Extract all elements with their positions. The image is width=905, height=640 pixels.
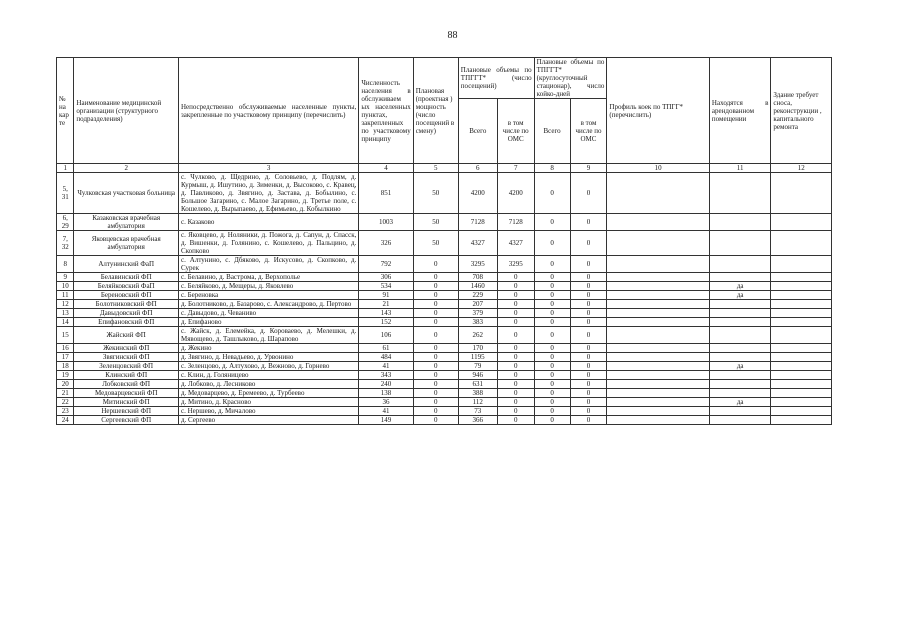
repair-cell <box>771 214 832 231</box>
bed-profile-cell <box>607 231 710 256</box>
visits-total-cell: 366 <box>458 416 497 425</box>
visits-total-cell: 1195 <box>458 353 497 362</box>
header-capacity: Плановая (проектная ) мощность (число посещений в смену) <box>413 58 458 164</box>
population-cell: 484 <box>359 353 413 362</box>
visits-oms-cell: 0 <box>497 273 534 282</box>
population-cell: 326 <box>359 231 413 256</box>
table-row <box>57 344 832 353</box>
row-number-cell: 18 <box>57 362 74 371</box>
population-cell: 138 <box>359 389 413 398</box>
repair-cell <box>771 380 832 389</box>
bed-profile-cell <box>607 380 710 389</box>
beds-oms-cell: 0 <box>570 344 607 353</box>
population-cell: 792 <box>359 256 413 273</box>
beds-total-cell: 0 <box>534 291 570 300</box>
org-name-cell: Лобковский ФП <box>74 380 179 389</box>
rented-cell <box>709 231 771 256</box>
visits-total-cell: 388 <box>458 389 497 398</box>
bed-profile-cell <box>607 389 710 398</box>
capacity-cell: 0 <box>413 362 458 371</box>
visits-oms-cell: 0 <box>497 300 534 309</box>
org-name-cell: Нершевский ФП <box>74 407 179 416</box>
beds-oms-cell: 0 <box>570 327 607 344</box>
bed-profile-cell <box>607 309 710 318</box>
capacity-cell: 0 <box>413 380 458 389</box>
rented-cell <box>709 256 771 273</box>
beds-total-cell: 0 <box>534 231 570 256</box>
column-number: 8 <box>534 164 570 173</box>
visits-total-cell: 4200 <box>458 173 497 214</box>
repair-cell <box>771 273 832 282</box>
rented-cell: да <box>709 282 771 291</box>
capacity-cell: 0 <box>413 300 458 309</box>
column-number: 7 <box>497 164 534 173</box>
settlements-cell: д. Болотниково, д. Базарово, с. Александрово, д. Пертово <box>178 300 358 309</box>
header-population: Численность населения в обслуживаем ых населенных пунктах, закрепленных по участковому принципу <box>359 58 413 164</box>
row-number-cell: 9 <box>57 273 74 282</box>
capacity-cell: 0 <box>413 256 458 273</box>
population-cell: 41 <box>359 407 413 416</box>
column-number: 5 <box>413 164 458 173</box>
repair-cell <box>771 353 832 362</box>
visits-oms-cell: 0 <box>497 353 534 362</box>
page-number: 88 <box>447 30 458 41</box>
settlements-cell: с. Зеленцово, д. Алтухово, д. Вежново, д. Горнево <box>178 362 358 371</box>
beds-oms-cell: 0 <box>570 318 607 327</box>
capacity-cell: 0 <box>413 371 458 380</box>
rented-cell <box>709 318 771 327</box>
header-beds-total: Всего <box>534 99 570 164</box>
repair-cell <box>771 327 832 344</box>
column-number-row <box>57 164 832 173</box>
bed-profile-cell <box>607 214 710 231</box>
repair-cell <box>771 291 832 300</box>
visits-oms-cell: 4200 <box>497 173 534 214</box>
repair-cell <box>771 389 832 398</box>
column-number: 2 <box>74 164 179 173</box>
settlements-cell: с. Чулково, д. Щедрино, д. Соловьево, д. Подлям, д. Курмыш, д. Ишутино, д. Зименки, д. Высоково, с. Кравец, д. Павликово, д. Звягино, д. Застава, д. Бобылино, с. Большое Загарино, с. Малое Загарино, д. Третье поле, с. Кошелево, д. Вырыпаево, д. Ефимьево, д. Кобылкино <box>178 173 358 214</box>
population-cell: 149 <box>359 416 413 425</box>
table-body <box>57 173 832 425</box>
population-cell: 36 <box>359 398 413 407</box>
settlements-cell: с. Жайск, д. Елемейка, д. Короваево, д. Мелешки, д. Мявощево, д. Ташлыково, д. Шарапово <box>178 327 358 344</box>
table-row <box>57 389 832 398</box>
repair-cell <box>771 282 832 291</box>
capacity-cell: 0 <box>413 416 458 425</box>
beds-oms-cell: 0 <box>570 309 607 318</box>
visits-total-cell: 207 <box>458 300 497 309</box>
beds-total-cell: 0 <box>534 309 570 318</box>
beds-total-cell: 0 <box>534 344 570 353</box>
population-cell: 851 <box>359 173 413 214</box>
visits-total-cell: 73 <box>458 407 497 416</box>
visits-oms-cell: 0 <box>497 380 534 389</box>
column-number: 10 <box>607 164 710 173</box>
row-number-cell: 12 <box>57 300 74 309</box>
visits-total-cell: 1460 <box>458 282 497 291</box>
settlements-cell: с. Нершево, д. Мичалово <box>178 407 358 416</box>
settlements-cell: с. Береновка <box>178 291 358 300</box>
beds-total-cell: 0 <box>534 282 570 291</box>
header-settlements: Непосредственно обслуживаемые населенные пункты, закрепленные по участковому принципу (перечислить) <box>178 58 358 164</box>
table-row <box>57 416 832 425</box>
population-cell: 343 <box>359 371 413 380</box>
org-name-cell: Клинский ФП <box>74 371 179 380</box>
rented-cell: да <box>709 398 771 407</box>
org-name-cell: Беляйковский ФаП <box>74 282 179 291</box>
table-row <box>57 398 832 407</box>
bed-profile-cell <box>607 371 710 380</box>
beds-oms-cell: 0 <box>570 407 607 416</box>
beds-oms-cell: 0 <box>570 173 607 214</box>
column-number: 3 <box>178 164 358 173</box>
column-number: 12 <box>771 164 832 173</box>
visits-oms-cell: 7128 <box>497 214 534 231</box>
table-row <box>57 300 832 309</box>
column-number: 9 <box>570 164 607 173</box>
table-row <box>57 362 832 371</box>
population-cell: 41 <box>359 362 413 371</box>
repair-cell <box>771 362 832 371</box>
visits-oms-cell: 3295 <box>497 256 534 273</box>
repair-cell <box>771 173 832 214</box>
visits-total-cell: 229 <box>458 291 497 300</box>
header-beds-group: Плановые объемы по ТПГГТ* (круглосуточный стационар), число койко-дней <box>534 58 607 99</box>
org-name-cell: Жекинский ФП <box>74 344 179 353</box>
beds-total-cell: 0 <box>534 353 570 362</box>
visits-oms-cell: 0 <box>497 344 534 353</box>
beds-total-cell: 0 <box>534 371 570 380</box>
table-row <box>57 282 832 291</box>
population-cell: 1003 <box>359 214 413 231</box>
bed-profile-cell <box>607 300 710 309</box>
capacity-cell: 50 <box>413 231 458 256</box>
row-number-cell: 7, 32 <box>57 231 74 256</box>
capacity-cell: 0 <box>413 344 458 353</box>
settlements-cell: д. Медоварцево, д. Еремеево, д. Турбеево <box>178 389 358 398</box>
rented-cell <box>709 173 771 214</box>
beds-total-cell: 0 <box>534 327 570 344</box>
capacity-cell: 0 <box>413 398 458 407</box>
repair-cell <box>771 231 832 256</box>
population-cell: 152 <box>359 318 413 327</box>
row-number-cell: 20 <box>57 380 74 389</box>
repair-cell <box>771 371 832 380</box>
visits-oms-cell: 0 <box>497 389 534 398</box>
visits-oms-cell: 0 <box>497 416 534 425</box>
visits-oms-cell: 0 <box>497 282 534 291</box>
settlements-cell: д. Лобково, д. Лесниково <box>178 380 358 389</box>
beds-oms-cell: 0 <box>570 273 607 282</box>
repair-cell <box>771 416 832 425</box>
repair-cell <box>771 300 832 309</box>
row-number-cell: 16 <box>57 344 74 353</box>
header-visits-oms: в том числе по ОМС <box>497 99 534 164</box>
beds-oms-cell: 0 <box>570 398 607 407</box>
capacity-cell: 0 <box>413 353 458 362</box>
header-beds-oms: в том числе по ОМС <box>570 99 607 164</box>
repair-cell <box>771 318 832 327</box>
repair-cell <box>771 398 832 407</box>
table-row <box>57 371 832 380</box>
row-number-cell: 15 <box>57 327 74 344</box>
rented-cell <box>709 389 771 398</box>
population-cell: 143 <box>359 309 413 318</box>
row-number-cell: 14 <box>57 318 74 327</box>
table-row <box>57 380 832 389</box>
visits-oms-cell: 0 <box>497 398 534 407</box>
rented-cell <box>709 353 771 362</box>
capacity-cell: 50 <box>413 173 458 214</box>
settlements-cell: с. Давыдово, д. Чеваниво <box>178 309 358 318</box>
settlements-cell: с. Беляйково, д. Мещеры, д. Яковлево <box>178 282 358 291</box>
repair-cell <box>771 407 832 416</box>
visits-oms-cell: 0 <box>497 407 534 416</box>
visits-total-cell: 4327 <box>458 231 497 256</box>
row-number-cell: 17 <box>57 353 74 362</box>
column-number: 1 <box>57 164 74 173</box>
population-cell: 61 <box>359 344 413 353</box>
capacity-cell: 0 <box>413 389 458 398</box>
table-row <box>57 273 832 282</box>
visits-total-cell: 112 <box>458 398 497 407</box>
capacity-cell: 0 <box>413 291 458 300</box>
org-name-cell: Яковцевская врачебная амбулатория <box>74 231 179 256</box>
population-cell: 240 <box>359 380 413 389</box>
settlements-cell: д. Сергеево <box>178 416 358 425</box>
visits-oms-cell: 4327 <box>497 231 534 256</box>
population-cell: 306 <box>359 273 413 282</box>
visits-oms-cell: 0 <box>497 371 534 380</box>
table-row <box>57 327 832 344</box>
header-row <box>57 58 832 99</box>
rented-cell: да <box>709 362 771 371</box>
capacity-cell: 0 <box>413 309 458 318</box>
settlements-cell: с. Клин, д. Голяницево <box>178 371 358 380</box>
visits-oms-cell: 0 <box>497 318 534 327</box>
beds-oms-cell: 0 <box>570 214 607 231</box>
settlements-cell: с. Яковцево, д. Ноляники, д. Пожога, д. Сапун, д. Спасск, д. Вишенки, д. Голянино, с. Кошелево, д. Пальцино, д. Скопково <box>178 231 358 256</box>
column-number: 6 <box>458 164 497 173</box>
org-name-cell: Белавинский ФП <box>74 273 179 282</box>
table-row <box>57 318 832 327</box>
rented-cell <box>709 371 771 380</box>
visits-total-cell: 946 <box>458 371 497 380</box>
row-number-cell: 23 <box>57 407 74 416</box>
header-org-name: Наименование медицинской организации (структурного подразделения) <box>74 58 179 164</box>
bed-profile-cell <box>607 273 710 282</box>
population-cell: 91 <box>359 291 413 300</box>
beds-oms-cell: 0 <box>570 256 607 273</box>
beds-total-cell: 0 <box>534 256 570 273</box>
row-number-cell: 24 <box>57 416 74 425</box>
bed-profile-cell <box>607 291 710 300</box>
settlements-cell: д. Жекино <box>178 344 358 353</box>
settlements-cell: д. Звягино, д. Невадьево, д. Урвонино <box>178 353 358 362</box>
population-cell: 21 <box>359 300 413 309</box>
org-name-cell: Медоварцевский ФП <box>74 389 179 398</box>
visits-oms-cell: 0 <box>497 291 534 300</box>
population-cell: 106 <box>359 327 413 344</box>
settlements-cell: д. Митино, д. Красново <box>178 398 358 407</box>
bed-profile-cell <box>607 173 710 214</box>
table-row <box>57 309 832 318</box>
settlements-cell: д. Епифаново <box>178 318 358 327</box>
capacity-cell: 0 <box>413 327 458 344</box>
beds-oms-cell: 0 <box>570 300 607 309</box>
org-name-cell: Митинский ФП <box>74 398 179 407</box>
org-name-cell: Казаковская врачебная амбулатория <box>74 214 179 231</box>
repair-cell <box>771 344 832 353</box>
beds-oms-cell: 0 <box>570 291 607 300</box>
settlements-cell: с. Белавино, д. Вастрома, д. Верхополье <box>178 273 358 282</box>
facilities-table <box>56 57 832 425</box>
bed-profile-cell <box>607 362 710 371</box>
settlements-cell: с. Казаково <box>178 214 358 231</box>
visits-oms-cell: 0 <box>497 327 534 344</box>
table-row <box>57 291 832 300</box>
org-name-cell: Звягинский ФП <box>74 353 179 362</box>
capacity-cell: 0 <box>413 273 458 282</box>
capacity-cell: 50 <box>413 214 458 231</box>
table-row <box>57 231 832 256</box>
rented-cell <box>709 416 771 425</box>
visits-total-cell: 383 <box>458 318 497 327</box>
beds-total-cell: 0 <box>534 318 570 327</box>
beds-total-cell: 0 <box>534 389 570 398</box>
table-row <box>57 407 832 416</box>
rented-cell <box>709 214 771 231</box>
bed-profile-cell <box>607 344 710 353</box>
column-number: 4 <box>359 164 413 173</box>
bed-profile-cell <box>607 398 710 407</box>
beds-total-cell: 0 <box>534 362 570 371</box>
visits-total-cell: 79 <box>458 362 497 371</box>
rented-cell <box>709 309 771 318</box>
org-name-cell: Зеленцовский ФП <box>74 362 179 371</box>
rented-cell <box>709 344 771 353</box>
settlements-cell: с. Алтунино, с. Дбяково, д. Искусово, д. Скопково, д. Сурек <box>178 256 358 273</box>
visits-oms-cell: 0 <box>497 309 534 318</box>
column-number: 11 <box>709 164 771 173</box>
repair-cell <box>771 309 832 318</box>
bed-profile-cell <box>607 407 710 416</box>
beds-oms-cell: 0 <box>570 416 607 425</box>
bed-profile-cell <box>607 353 710 362</box>
beds-oms-cell: 0 <box>570 371 607 380</box>
beds-total-cell: 0 <box>534 416 570 425</box>
bed-profile-cell <box>607 282 710 291</box>
row-number-cell: 5, 31 <box>57 173 74 214</box>
beds-total-cell: 0 <box>534 398 570 407</box>
table-row <box>57 173 832 214</box>
org-name-cell: Давыдовский ФП <box>74 309 179 318</box>
beds-oms-cell: 0 <box>570 389 607 398</box>
header-visits-group: Плановые объемы по ТПГГТ* (число посещений) <box>458 58 534 99</box>
visits-total-cell: 708 <box>458 273 497 282</box>
table-row <box>57 214 832 231</box>
org-name-cell: Береновский ФП <box>74 291 179 300</box>
repair-cell <box>771 256 832 273</box>
beds-oms-cell: 0 <box>570 380 607 389</box>
org-name-cell: Болотниковский ФП <box>74 300 179 309</box>
rented-cell <box>709 380 771 389</box>
rented-cell <box>709 327 771 344</box>
beds-total-cell: 0 <box>534 407 570 416</box>
capacity-cell: 0 <box>413 282 458 291</box>
row-number-cell: 21 <box>57 389 74 398</box>
visits-total-cell: 379 <box>458 309 497 318</box>
bed-profile-cell <box>607 318 710 327</box>
org-name-cell: Алтунинский ФаП <box>74 256 179 273</box>
row-number-cell: 13 <box>57 309 74 318</box>
rented-cell <box>709 300 771 309</box>
beds-total-cell: 0 <box>534 214 570 231</box>
table-row <box>57 353 832 362</box>
row-number-cell: 6, 29 <box>57 214 74 231</box>
table-row <box>57 256 832 273</box>
visits-oms-cell: 0 <box>497 362 534 371</box>
beds-total-cell: 0 <box>534 173 570 214</box>
bed-profile-cell <box>607 416 710 425</box>
bed-profile-cell <box>607 327 710 344</box>
capacity-cell: 0 <box>413 318 458 327</box>
row-number-cell: 22 <box>57 398 74 407</box>
org-name-cell: Сергеевский ФП <box>74 416 179 425</box>
header-repair: Здание требует сноса, реконструкции , капитального ремонта <box>771 58 832 164</box>
bed-profile-cell <box>607 256 710 273</box>
beds-oms-cell: 0 <box>570 282 607 291</box>
beds-oms-cell: 0 <box>570 353 607 362</box>
header-number: № на кар те <box>57 58 74 164</box>
org-name-cell: Чулковская участковая больница <box>74 173 179 214</box>
beds-total-cell: 0 <box>534 380 570 389</box>
visits-total-cell: 170 <box>458 344 497 353</box>
beds-oms-cell: 0 <box>570 231 607 256</box>
org-name-cell: Епифановский ФП <box>74 318 179 327</box>
row-number-cell: 10 <box>57 282 74 291</box>
header-visits-total: Всего <box>458 99 497 164</box>
visits-total-cell: 631 <box>458 380 497 389</box>
row-number-cell: 8 <box>57 256 74 273</box>
header-rented: Находятся в арендованном помещении <box>709 58 771 164</box>
capacity-cell: 0 <box>413 407 458 416</box>
beds-oms-cell: 0 <box>570 362 607 371</box>
visits-total-cell: 7128 <box>458 214 497 231</box>
row-number-cell: 11 <box>57 291 74 300</box>
beds-total-cell: 0 <box>534 273 570 282</box>
beds-total-cell: 0 <box>534 300 570 309</box>
row-number-cell: 19 <box>57 371 74 380</box>
header-bed-profile: Профиль коек по ТПГГ* (перечислить) <box>607 58 710 164</box>
visits-total-cell: 262 <box>458 327 497 344</box>
rented-cell <box>709 273 771 282</box>
visits-total-cell: 3295 <box>458 256 497 273</box>
rented-cell: да <box>709 291 771 300</box>
population-cell: 534 <box>359 282 413 291</box>
org-name-cell: Жайский ФП <box>74 327 179 344</box>
rented-cell <box>709 407 771 416</box>
